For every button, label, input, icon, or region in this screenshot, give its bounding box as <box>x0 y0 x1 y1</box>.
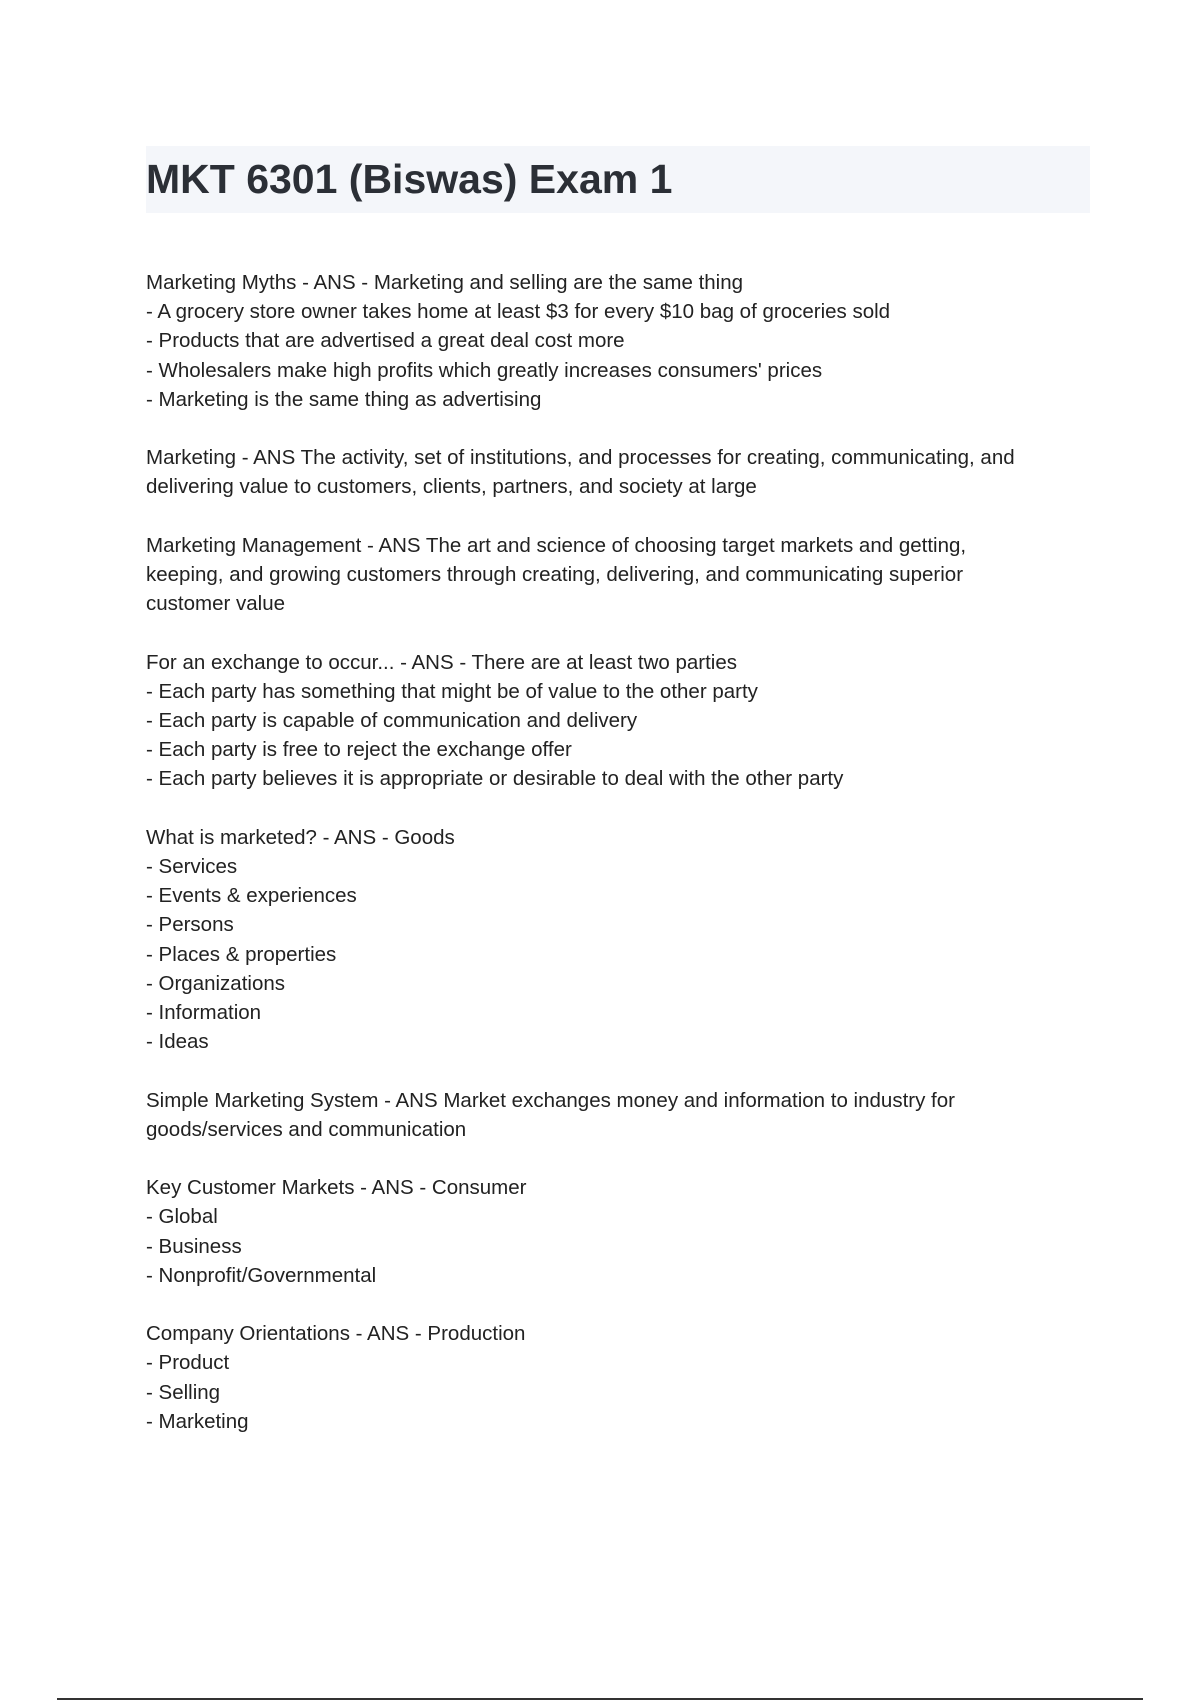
entry-line: - Each party has something that might be of value to the other party <box>146 679 758 703</box>
entry-marketing-myths <box>146 268 1096 414</box>
entry-line: - Business <box>146 1234 242 1258</box>
entry-line: customer value <box>146 592 286 616</box>
entry-line: keeping, and growing customers through creating, delivering, and communicating superior <box>146 563 964 586</box>
entry-company-orientations <box>146 1319 1096 1436</box>
flashcard-list <box>146 268 1096 1465</box>
entry-line: What is marketed? - ANS - Goods <box>146 825 455 849</box>
entry-line: goods/services and communication <box>146 1117 467 1141</box>
entry-line: - Each party is capable of communication and delivery <box>146 709 638 732</box>
entry-line: - Nonprofit/Governmental <box>146 1263 377 1287</box>
entry-line: - Marketing <box>146 1409 249 1433</box>
entry-marketing-management <box>146 531 1096 619</box>
entry-key-customer-markets <box>146 1173 1096 1290</box>
entry-line: Key Customer Markets - ANS - Consumer <box>146 1176 527 1200</box>
entry-line: - Product <box>146 1351 230 1375</box>
entry-line: Marketing Myths - ANS - Marketing and selling are the same thing <box>146 271 744 294</box>
entry-line: Company Orientations - ANS - Production <box>146 1322 526 1346</box>
title-band <box>146 146 1090 213</box>
entry-line: - Organizations <box>146 971 286 995</box>
entry-line: - A grocery store owner takes home at least $3 for every $10 bag of groceries sold <box>146 300 891 324</box>
entry-line: - Each party believes it is appropriate or desirable to deal with the other party <box>146 767 844 791</box>
entry-line: delivering value to customers, clients, partners, and society at large <box>146 475 757 499</box>
entry-line: - Wholesalers make high profits which greatly increases consumers' prices <box>146 358 823 382</box>
entry-line: - Information <box>146 1001 262 1025</box>
entry-exchange-conditions <box>146 648 1096 794</box>
entry-line: - Services <box>146 855 238 878</box>
entry-line: For an exchange to occur... - ANS - There are at least two parties <box>146 650 737 674</box>
entry-line: - Each party is free to reject the exchange offer <box>146 738 572 762</box>
entry-line: - Persons <box>146 913 234 937</box>
entry-line: - Marketing is the same thing as advertising <box>146 387 542 411</box>
entry-line: - Ideas <box>146 1030 209 1054</box>
entry-line: Simple Marketing System - ANS Market exchanges money and information to industry for <box>146 1088 955 1112</box>
entry-line: - Events & experiences <box>146 884 357 908</box>
entry-line: - Places & properties <box>146 942 337 966</box>
entry-line: - Products that are advertised a great deal cost more <box>146 329 625 353</box>
entry-marketing <box>146 443 1096 501</box>
entry-line: - Selling <box>146 1380 221 1404</box>
entry-what-is-marketed <box>146 823 1096 1057</box>
entry-simple-marketing-system <box>146 1086 1096 1144</box>
entry-line: - Global <box>146 1205 218 1229</box>
entry-line: Marketing Management - ANS The art and science of choosing target markets and getting, <box>146 533 967 557</box>
entry-line: Marketing - ANS The activity, set of institutions, and processes for creating, communicating, and <box>146 446 1015 470</box>
document-title: MKT 6301 (Biswas) Exam 1 <box>146 156 673 202</box>
